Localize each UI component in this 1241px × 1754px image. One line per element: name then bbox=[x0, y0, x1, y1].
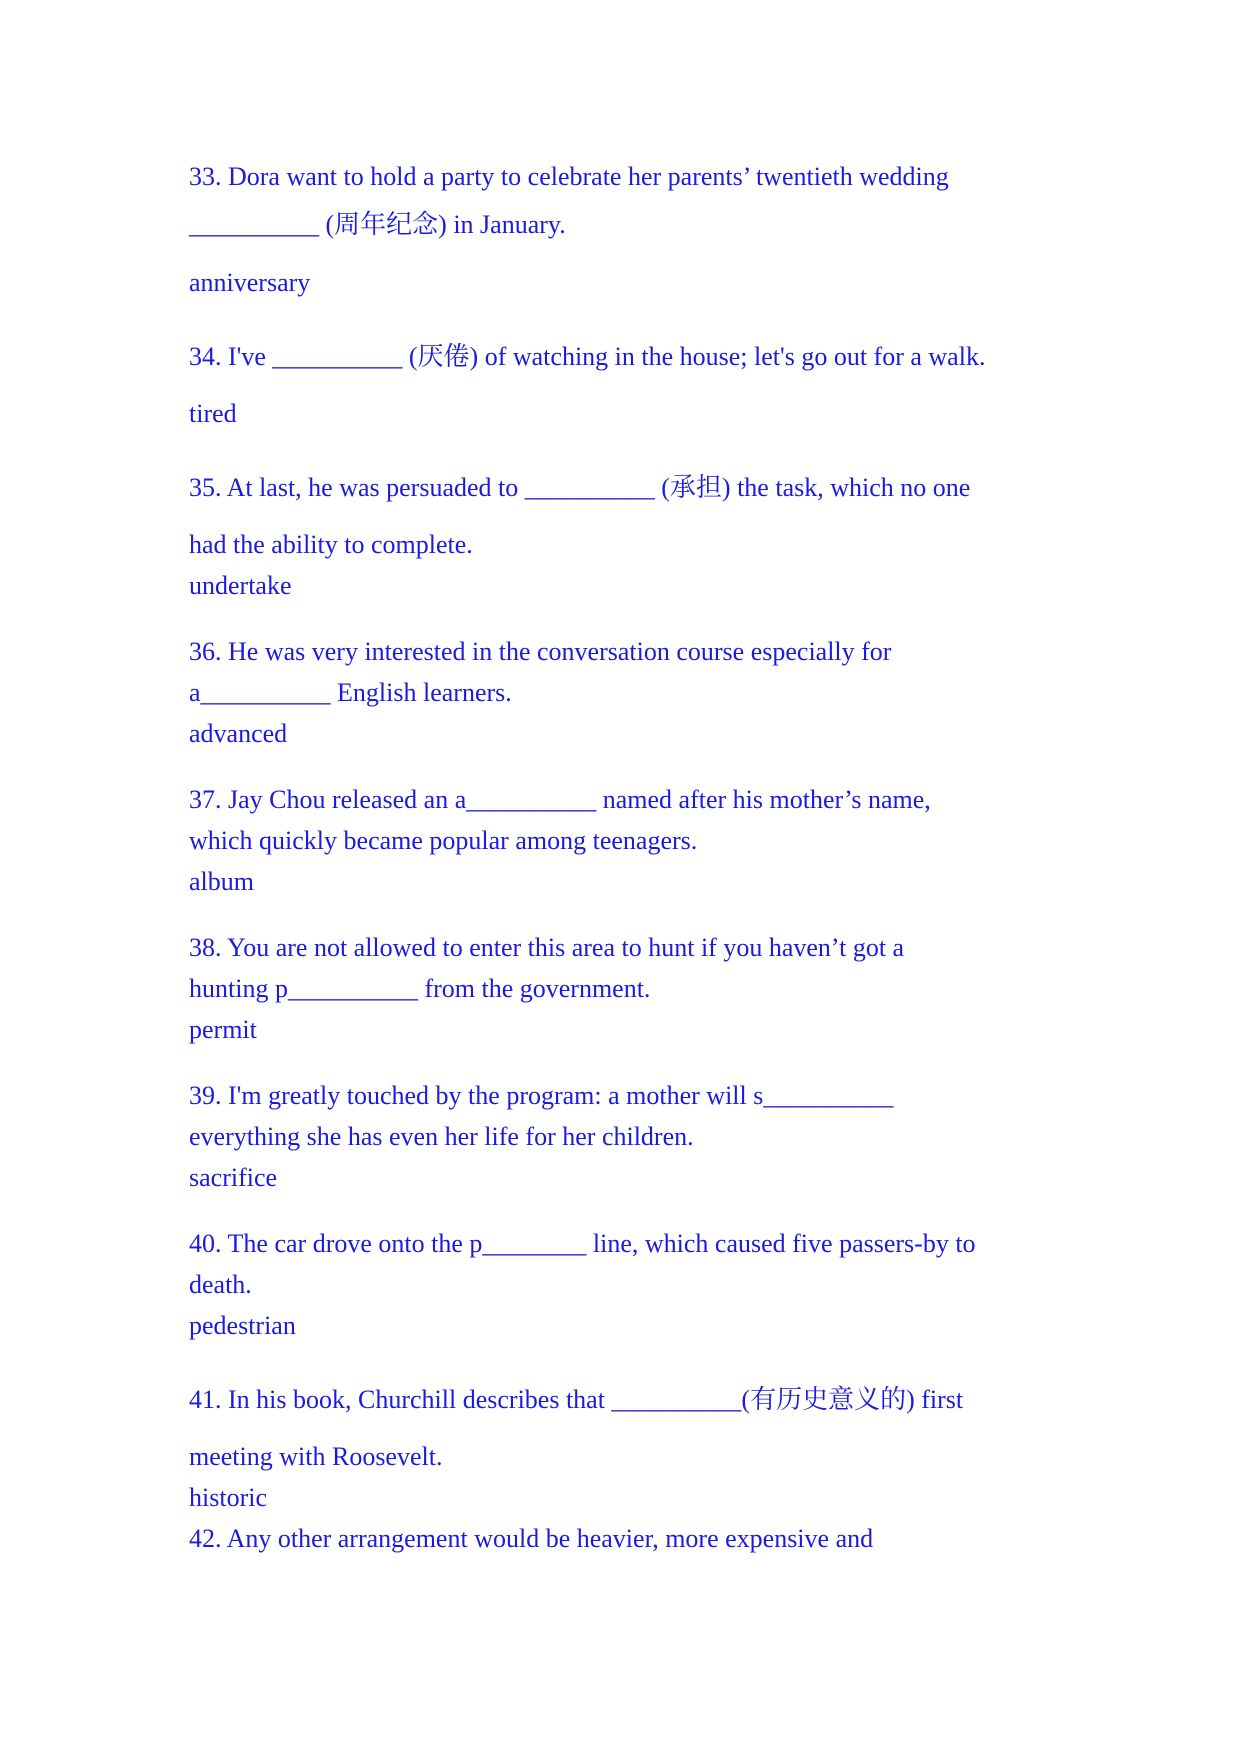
question-37-line-2: which quickly became popular among teenagers. bbox=[189, 826, 698, 855]
answer-38: permit bbox=[189, 1015, 257, 1044]
answer-41: historic bbox=[189, 1483, 267, 1512]
question-35-line-1: 35. At last, he was persuaded to __________ (承担) the task, which no one bbox=[189, 473, 971, 502]
question-40-line-2: death. bbox=[189, 1270, 252, 1299]
answer-34: tired bbox=[189, 399, 237, 428]
question-39-line-1: 39. I'm greatly touched by the program: a mother will s__________ bbox=[189, 1081, 894, 1110]
question-38-line-1: 38. You are not allowed to enter this area to hunt if you haven’t got a bbox=[189, 933, 905, 962]
question-33-line-2: __________ (周年纪念) in January. bbox=[189, 210, 566, 239]
question-42-line-1: 42. Any other arrangement would be heavier, more expensive and bbox=[189, 1524, 874, 1553]
question-34-line-1: 34. I've __________ (厌倦) of watching in the house; let's go out for a walk. bbox=[189, 342, 986, 371]
question-35-line-2: had the ability to complete. bbox=[189, 530, 473, 559]
answer-35: undertake bbox=[189, 571, 292, 600]
question-39-line-2: everything she has even her life for her children. bbox=[189, 1122, 694, 1151]
question-41-line-2: meeting with Roosevelt. bbox=[189, 1442, 443, 1471]
question-40-line-1: 40. The car drove onto the p________ line, which caused five passers-by to bbox=[189, 1229, 976, 1258]
answer-39: sacrifice bbox=[189, 1163, 278, 1192]
question-41-line-1: 41. In his book, Churchill describes that __________(有历史意义的) first bbox=[189, 1385, 964, 1414]
question-37-line-1: 37. Jay Chou released an a__________ named after his mother’s name, bbox=[189, 785, 931, 814]
question-33-line-1: 33. Dora want to hold a party to celebrate her parents’ twentieth wedding bbox=[189, 162, 949, 191]
answer-40: pedestrian bbox=[189, 1311, 296, 1340]
question-38-line-2: hunting p__________ from the government. bbox=[189, 974, 651, 1003]
question-36-line-2: a__________ English learners. bbox=[189, 678, 512, 707]
answer-37: album bbox=[189, 867, 254, 896]
question-36-line-1: 36. He was very interested in the conversation course especially for bbox=[189, 637, 892, 666]
answer-36: advanced bbox=[189, 719, 288, 748]
answer-33: anniversary bbox=[189, 268, 311, 297]
